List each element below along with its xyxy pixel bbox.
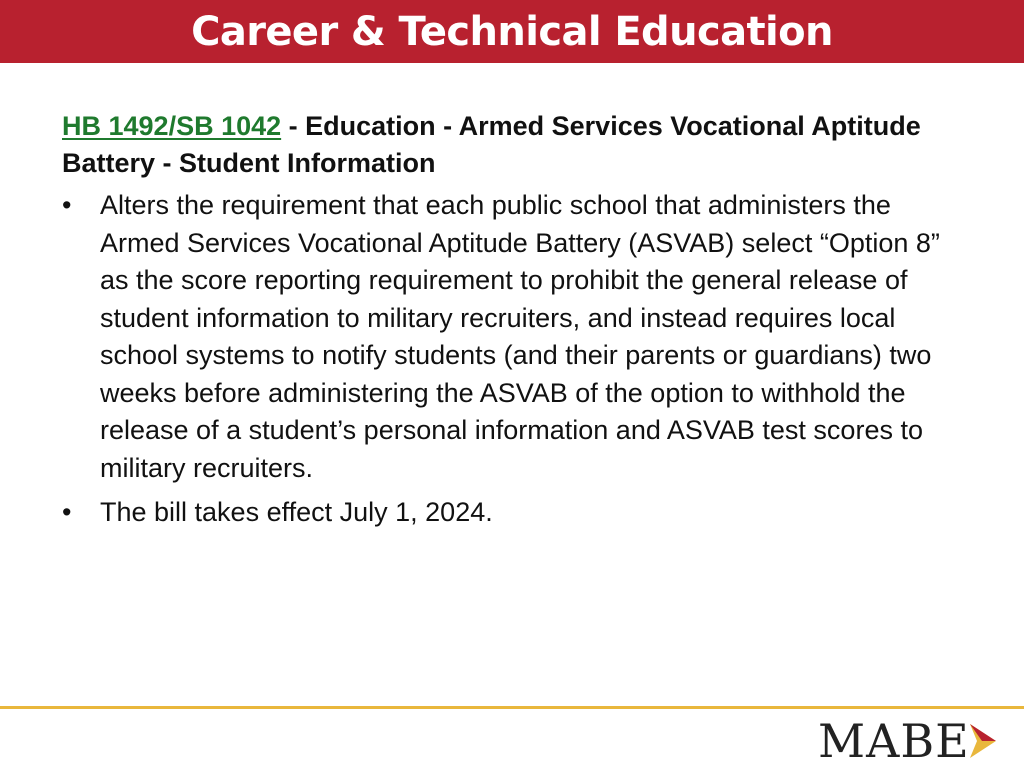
slide-title: Career & Technical Education [191,8,833,55]
bill-link[interactable]: HB 1492/SB 1042 [62,111,282,141]
bullet-list [62,187,962,532]
logo-text: MABE [818,714,970,768]
slide-content [62,108,962,532]
bullet-item-2 [62,494,962,532]
bullet-icon: • [62,497,72,527]
bill-heading-text: - Education - Armed Services Vocational Aptitude Battery - Student Information [62,111,921,178]
bullet-text: The bill takes effect July 1, 2024. [100,497,493,527]
title-bar [0,0,1024,63]
bullet-item-1 [62,187,962,487]
mabe-logo [818,715,998,767]
bullet-text: Alters the requirement that each public school that administers the Armed Services Vocational Aptitude Battery (ASVAB) select “Option 8” as the score reporting requirement to prohibit the general release of student information to military recruiters, and instead requires local school systems to notify students (and their parents or guardians) two weeks before administering the ASVAB of the option to withhold the release of a student’s personal information and ASVAB test scores to military recruiters. [100,190,940,483]
footer-divider [0,706,1024,709]
bill-heading [62,108,962,182]
bullet-icon: • [62,190,72,220]
arrow-icon [968,720,998,762]
